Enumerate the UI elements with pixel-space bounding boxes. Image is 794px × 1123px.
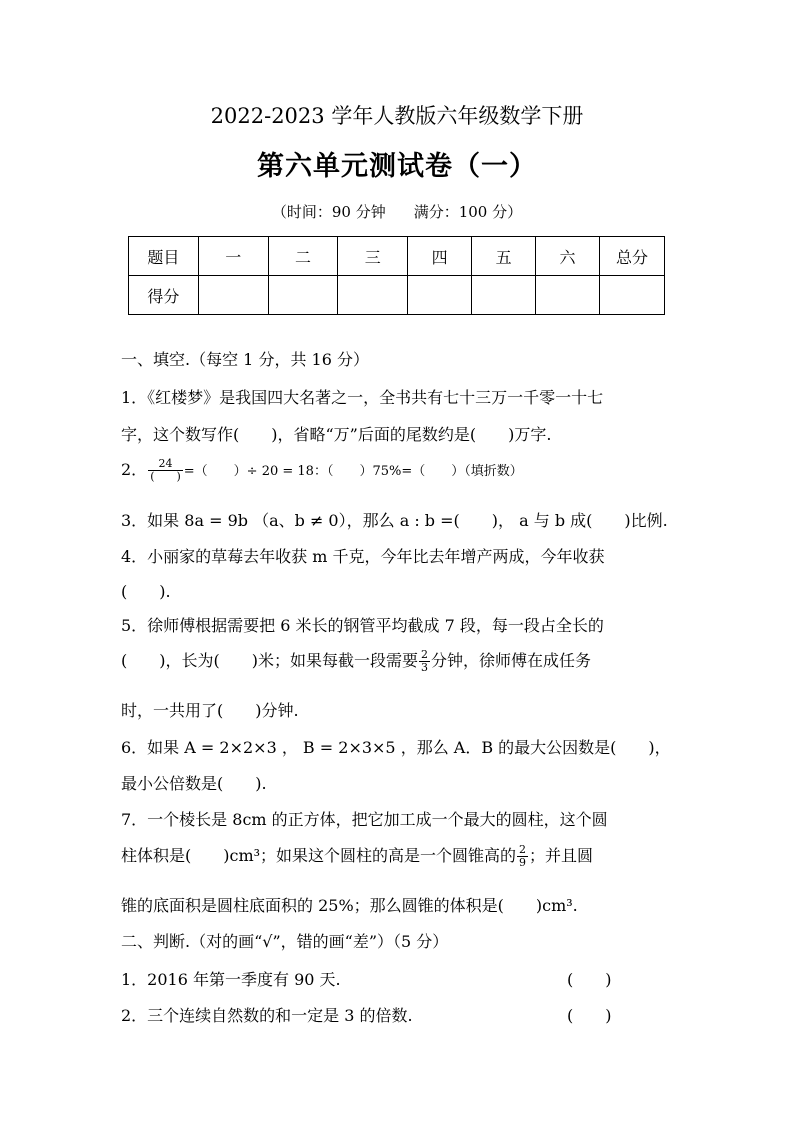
fraction-numerator: 2 (420, 648, 428, 661)
score-header-cell: 三 (338, 237, 408, 276)
question-7-fraction (517, 844, 528, 869)
question-2-number: 2． (121, 460, 148, 479)
section-2-heading: 二、判断.（对的画“√”，错的画“差”）（5 分） (121, 932, 449, 951)
score-table (128, 236, 665, 315)
judge-answer-blank[interactable]: ( ) (567, 970, 612, 989)
exam-meta (0, 201, 794, 222)
question-5-fraction (419, 649, 430, 674)
question-2-fraction (148, 458, 183, 483)
question-2-text: =（ ）÷ 20 = 18：（ ）75%=（ ）（填折数） (183, 464, 523, 479)
question-7-text-a: 柱体积是( )cm³；如果这个圆柱的高是一个圆锥高的 (121, 846, 517, 865)
score-header-cell: 一 (198, 237, 268, 276)
score-entry-cell[interactable] (198, 276, 268, 315)
score-header-cell: 二 (268, 237, 338, 276)
score-entry-cell[interactable] (408, 276, 472, 315)
fraction-denominator: 9 (519, 856, 527, 869)
judge-answer-blank[interactable]: ( ) (567, 1006, 612, 1025)
section-1-heading: 一、填空.（每空 1 分，共 16 分） (121, 350, 369, 369)
question-4-line-2: ( ). (121, 582, 171, 601)
fraction-numerator: 2 (519, 843, 527, 856)
score-header-cell: 总分 (600, 237, 665, 276)
judge-question-2: 2．三个连续自然数的和一定是 3 的倍数. (121, 1006, 413, 1025)
question-5-text-a: ( )，长为( )米；如果每截一段需要 (121, 651, 418, 670)
question-1-line-1: 1．《红楼梦》是我国四大名著之一，全书共有七十三万一千零一十七 (121, 388, 604, 407)
fraction-numerator: 24 (148, 458, 183, 471)
question-5-line-1: 5．徐师傅根据需要把 6 米长的钢管平均截成 7 段，每一段占全长的 (121, 616, 604, 635)
score-entry-cell[interactable] (268, 276, 338, 315)
question-7-line-3: 锥的底面积是圆柱底面积的 25%；那么圆锥的体积是( )cm³. (121, 896, 578, 915)
question-7-line-1: 7．一个棱长是 8cm 的正方体，把它加工成一个最大的圆柱，这个圆 (121, 810, 608, 829)
question-5-text-b: 分钟，徐师傅在成任务 (430, 651, 591, 670)
full-score: 满分：100 分） (413, 203, 523, 221)
question-4-line-1: 4．小丽家的草莓去年收获 m 千克，今年比去年增产两成，今年收获 (121, 547, 605, 566)
test-subtitle: 第六单元测试卷（一） (257, 151, 537, 182)
question-7-text-b: ；并且圆 (529, 846, 594, 865)
score-entry-cell[interactable] (472, 276, 536, 315)
question-3: 3．如果 8a = 9b （a、b ≠ 0），那么 a : b =( )， a 与 b 成( )比例. (121, 511, 668, 530)
score-table-header-row (129, 237, 665, 276)
score-entry-cell[interactable] (600, 276, 665, 315)
question-6-line-1: 6．如果 A = 2×2×3 ， B = 2×3×5 ，那么 A．B 的最大公因数是( )， (121, 738, 671, 757)
time-limit: （时间：90 分钟 (271, 203, 386, 221)
score-header-cell: 五 (472, 237, 536, 276)
score-table-score-row (129, 276, 665, 315)
score-entry-cell[interactable] (338, 276, 408, 315)
score-header-cell: 四 (408, 237, 472, 276)
score-header-cell: 六 (536, 237, 600, 276)
document-title: 2022-2023 学年人教版六年级数学下册 (210, 104, 584, 128)
score-row-label: 得分 (129, 276, 199, 315)
question-1-line-2: 字，这个数写作( )，省略“万”后面的尾数约是( )万字. (121, 425, 552, 444)
fraction-denominator: ( ) (150, 470, 181, 483)
judge-question-1: 1．2016 年第一季度有 90 天. (121, 970, 341, 989)
question-6-line-2: 最小公倍数是( ). (121, 774, 267, 793)
question-2 (121, 457, 523, 483)
score-entry-cell[interactable] (536, 276, 600, 315)
score-header-cell: 题目 (129, 237, 199, 276)
question-5-line-3: 时，一共用了( )分钟. (121, 701, 299, 720)
question-5-line-2 (121, 648, 591, 674)
question-7-line-2 (121, 843, 593, 869)
fraction-denominator: 3 (420, 661, 428, 674)
